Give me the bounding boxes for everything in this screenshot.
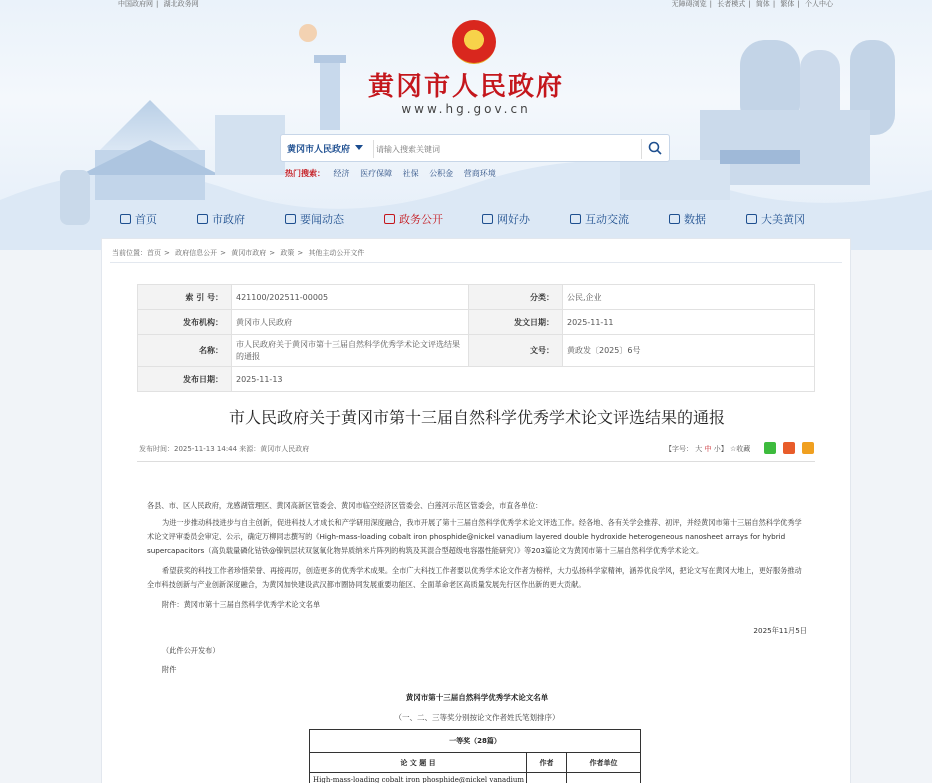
chat-icon — [570, 214, 581, 224]
hot-word[interactable]: 社保 — [402, 169, 419, 178]
hot-word[interactable]: 医疗保障 — [360, 169, 393, 178]
site-url: www.hg.gov.cn — [401, 102, 531, 116]
meta-index-value: 421100/202511-00005 — [232, 285, 469, 310]
collect-button[interactable]: 收藏 — [736, 445, 751, 453]
attachment-heading: 附件 — [162, 665, 177, 674]
top-links-bar: 中国政府网 | 湖北政务网 无障碍浏览 | 长者模式 | 简体 | 繁体 | 个人中心 — [118, 0, 833, 8]
list-title: 黄冈市第十三届自然科学优秀学术论文名单 — [405, 693, 549, 702]
site-title[interactable]: 黄冈市人民政府 — [367, 72, 564, 102]
table-cell — [527, 773, 567, 783]
collect-star-icon[interactable]: ☆ — [729, 445, 737, 453]
search-box — [280, 134, 670, 162]
meta-name-value: 市人民政府关于黄冈市第十三届自然科学优秀学术论文评选结果的通报 — [232, 335, 469, 367]
meta-label: 分类： — [469, 285, 563, 310]
meta-label: 发布日期： — [138, 367, 232, 392]
issue-date: 2025年11月5日 — [753, 626, 807, 635]
attachment-line: 附件：黄冈市第十三届自然科学优秀学术论文名单 — [162, 600, 321, 609]
home-icon — [120, 214, 131, 224]
link-hubei-gov[interactable]: 湖北政务网 — [163, 0, 199, 8]
font-size-label: 【字号： — [665, 445, 693, 453]
font-size-medium[interactable]: 中 — [704, 445, 712, 453]
nav-interaction[interactable]: 互动交流 — [570, 211, 629, 227]
monitor-icon — [482, 214, 493, 224]
meta-pubdate-value: 2025-11-13 — [232, 367, 815, 392]
hot-word[interactable]: 经济 — [333, 169, 350, 178]
nav-online-service[interactable]: 网好办 — [482, 211, 530, 227]
search-scope-select[interactable]: 黄冈市人民政府 — [287, 145, 351, 155]
salutation: 各县、市、区人民政府，龙感湖管理区、黄冈高新区管委会、黄冈市临空经济区管委会、白莲河示范区管委会，市直各单位： — [147, 501, 543, 510]
font-size-large[interactable]: 大 — [695, 445, 703, 453]
link-personal-center[interactable]: 个人中心 — [805, 0, 833, 8]
qzone-share-icon[interactable] — [802, 442, 814, 454]
meta-written-date-value: 2025-11-11 — [563, 310, 815, 335]
nav-gov-affairs[interactable]: 政务公开 — [384, 211, 443, 227]
breadcrumb-item[interactable]: 其他主动公开文件 — [308, 249, 365, 257]
chevron-down-icon[interactable] — [355, 145, 363, 150]
nav-data[interactable]: 数据 — [669, 211, 706, 227]
document-meta-table — [137, 284, 815, 392]
wechat-share-icon[interactable] — [764, 442, 776, 454]
publish-info: 发布时间：2025-11-13 14:44 来源：黄冈市人民政府 — [139, 445, 310, 453]
search-icon — [648, 141, 662, 155]
link-elder-mode[interactable]: 长者模式 — [717, 0, 746, 8]
article-tools — [665, 444, 750, 454]
article-title: 市人民政府关于黄冈市第十三届自然科学优秀学术论文评选结果的通报 — [228, 408, 725, 427]
news-icon — [285, 214, 296, 224]
award-caption: 一等奖（28篇） — [310, 730, 641, 753]
meta-label: 发文日期： — [469, 310, 563, 335]
column-header: 作者单位 — [567, 753, 641, 773]
hot-search-label: 热门搜索： — [285, 169, 325, 178]
table-cell — [567, 773, 641, 783]
document-icon — [384, 214, 395, 224]
table-row: High-mass-loading cobalt iron phosphide@nickel vanadium — [310, 773, 527, 783]
weibo-share-icon[interactable] — [783, 442, 795, 454]
meta-label: 发布机构： — [138, 310, 232, 335]
article-body — [147, 499, 807, 677]
main-nav — [0, 207, 932, 231]
link-traditional[interactable]: 繁体 — [780, 0, 795, 8]
mountain-icon — [746, 214, 757, 224]
building-icon — [197, 214, 208, 224]
breadcrumb-item[interactable]: 政策 — [280, 249, 295, 257]
divider — [110, 262, 842, 263]
breadcrumb-item[interactable]: 黄冈市政府 — [231, 249, 267, 257]
column-header: 论 文 题 目 — [310, 753, 527, 773]
link-simplified[interactable]: 简体 — [755, 0, 770, 8]
nav-beautiful-huanggang[interactable]: 大美黄冈 — [746, 211, 805, 227]
breadcrumb: 当前位置：首页 > 政府信息公开 > 黄冈市政府 > 政策 > 其他主动公开文件 — [112, 249, 365, 257]
breadcrumb-item[interactable]: 当前位置：首页 — [112, 249, 161, 257]
nav-home[interactable]: 首页 — [120, 211, 157, 227]
national-emblem-logo — [452, 20, 496, 64]
link-gov-cn[interactable]: 中国政府网 — [118, 0, 153, 8]
header-banner — [0, 0, 932, 250]
list-subtitle: （一、二、三等奖分别按论文作者姓氏笔划排序） — [394, 713, 560, 722]
nav-news[interactable]: 要闻动态 — [285, 211, 344, 227]
meta-docno-value: 黄政发〔2025〕6号 — [563, 335, 815, 367]
hot-search — [285, 168, 500, 179]
paragraph: 希望获奖的科技工作者珍惜荣誉、再接再厉，创造更多的优秀学术成果。全市广大科技工作者要以优秀学术论文作者为榜样，大力弘扬科学家精神，涵养优良学风，把论文写在黄冈大地上，更好服务推动全市科技创新与产业创新深度融合，为黄冈加快建设武汉都市圈协同发展重要功能区、全面革命老区高质量发展先行区作出新的更大贡献。 — [147, 566, 802, 589]
search-button[interactable] — [641, 139, 661, 159]
font-size-small[interactable]: 小】 — [713, 445, 728, 453]
link-accessibility[interactable]: 无障碍浏览 — [671, 0, 707, 8]
hot-word[interactable]: 营商环境 — [463, 169, 496, 178]
nav-city-gov[interactable]: 市政府 — [197, 211, 245, 227]
breadcrumb-item[interactable]: 政府信息公开 — [175, 249, 218, 257]
award-table — [309, 729, 641, 783]
paragraph: 为进一步推动科技进步与自主创新，促进科技人才成长和产学研用深度融合，我市开展了第十三届自然科学优秀学术论文评选工作。经各地、各有关学会推荐、初评，并经黄冈市第十三届自然科学优秀学术论文评审委员会审定、公示，确定万柳同志撰写的《High-mass-loading cobalt iron phosphide@nickel vanadium layered double hydroxide heterogeneous nanosheet arrays for hybrid supercapacitors（高负载量磷化钴铁@镍钒层状双氢氧化物异质纳米片阵列的构筑及其混合型超级电容器性能研究）》等203篇论文为黄冈市第十三届自然科学优秀学术论文。 — [147, 518, 802, 555]
meta-category-value: 公民,企业 — [563, 285, 815, 310]
meta-label: 索 引 号： — [138, 285, 232, 310]
meta-label: 文号： — [469, 335, 563, 367]
divider — [137, 461, 815, 462]
chart-icon — [669, 214, 680, 224]
column-header: 作者 — [527, 753, 567, 773]
meta-org-value: 黄冈市人民政府 — [232, 310, 469, 335]
meta-label: 名称： — [138, 335, 232, 367]
search-input[interactable] — [373, 140, 623, 158]
public-note: （此件公开发布） — [162, 646, 220, 655]
hot-word[interactable]: 公积金 — [429, 169, 454, 178]
article-container — [101, 238, 851, 783]
